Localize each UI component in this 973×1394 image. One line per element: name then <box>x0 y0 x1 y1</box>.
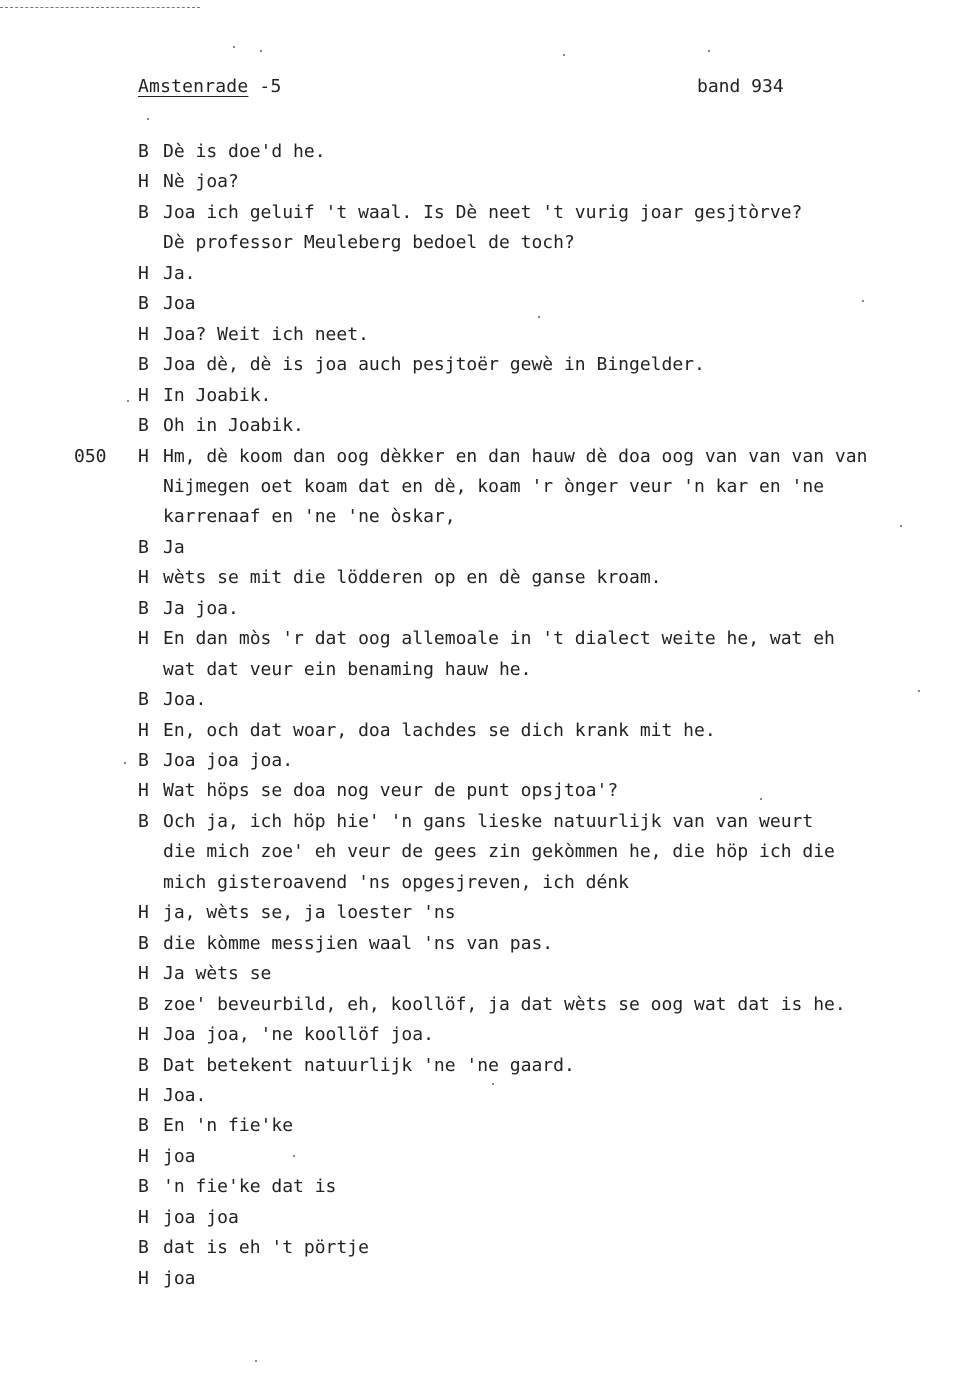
scan-speck <box>124 762 126 764</box>
utterance-text: Ja joa. <box>163 598 239 619</box>
utterance-text: En, och dat woar, doa lachdes se dich krank mit he. <box>163 720 716 741</box>
speaker-label: H <box>138 446 149 467</box>
speaker-label: B <box>138 293 149 314</box>
speaker-label: H <box>138 1207 149 1228</box>
utterance-text: Oh in Joabik. <box>163 415 304 436</box>
speaker-label: B <box>138 811 149 832</box>
speaker-label: B <box>138 141 149 162</box>
utterance-text: joa <box>163 1146 196 1167</box>
scan-speck <box>708 50 710 52</box>
utterance-text: En dan mòs 'r dat oog allemoale in 't dialect weite he, wat eh <box>163 628 835 649</box>
utterance-text: Dat betekent natuurlijk 'ne 'ne gaard. <box>163 1055 575 1076</box>
scan-speck <box>492 1083 494 1085</box>
speaker-label: B <box>138 598 149 619</box>
scan-speck <box>127 400 129 402</box>
utterance-text: die mich zoe' eh veur de gees zin gekòmmen he, die höp ich die <box>163 841 835 862</box>
speaker-label: H <box>138 720 149 741</box>
utterance-text: joa joa <box>163 1207 239 1228</box>
scan-speck <box>918 690 920 692</box>
line-number: 050 <box>74 446 107 467</box>
speaker-label: B <box>138 1055 149 1076</box>
speaker-label: B <box>138 1176 149 1197</box>
speaker-label: H <box>138 1024 149 1045</box>
utterance-text: wèts se mit die lödderen op en dè ganse kroam. <box>163 567 662 588</box>
band-number: band 934 <box>697 76 784 97</box>
utterance-text: Nè joa? <box>163 171 239 192</box>
speaker-label: B <box>138 1115 149 1136</box>
top-edge-rule <box>0 7 200 8</box>
utterance-text: Joa <box>163 293 196 314</box>
speaker-label: H <box>138 171 149 192</box>
utterance-text: Wat höps se doa nog veur de punt opsjtoa'? <box>163 780 619 801</box>
utterance-text: mich gisteroavend 'ns opgesjreven, ich dénk <box>163 872 629 893</box>
scan-speck <box>760 798 762 800</box>
utterance-text: Ja <box>163 537 185 558</box>
speaker-label: B <box>138 537 149 558</box>
utterance-text: Ja. <box>163 263 196 284</box>
speaker-label: H <box>138 567 149 588</box>
speaker-label: H <box>138 1085 149 1106</box>
scan-speck <box>563 54 565 56</box>
place-name: Amstenrade <box>138 76 249 97</box>
speaker-label: B <box>138 1237 149 1258</box>
utterance-text: Joa? Weit ich neet. <box>163 324 369 345</box>
utterance-text: joa <box>163 1268 196 1289</box>
speaker-label: H <box>138 324 149 345</box>
utterance-text: Joa dè, dè is joa auch pesjtoër gewè in Bingelder. <box>163 354 705 375</box>
utterance-text: En 'n fie'ke <box>163 1115 294 1136</box>
scan-speck <box>233 46 235 48</box>
utterance-text: Joa ich geluif 't waal. Is Dè neet 't vurig joar gesjtòrve? <box>163 202 803 223</box>
utterance-text: Joa. <box>163 1085 207 1106</box>
scan-speck <box>260 50 262 52</box>
utterance-text: 'n fie'ke dat is <box>163 1176 337 1197</box>
utterance-text: wat dat veur ein benaming hauw he. <box>163 659 532 680</box>
scan-speck <box>900 525 902 527</box>
utterance-text: zoe' beveurbild, eh, koollöf, ja dat wèts se oog wat dat is he. <box>163 994 846 1015</box>
utterance-text: Joa joa joa. <box>163 750 294 771</box>
scan-speck <box>862 300 864 302</box>
utterance-text: Ja wèts se <box>163 963 272 984</box>
page-header-title <box>138 76 282 97</box>
scan-speck <box>255 1360 257 1362</box>
speaker-label: B <box>138 415 149 436</box>
speaker-label: H <box>138 263 149 284</box>
speaker-label: H <box>138 628 149 649</box>
utterance-text: Dè is doe'd he. <box>163 141 326 162</box>
speaker-label: H <box>138 963 149 984</box>
utterance-text: Nijmegen oet koam dat en dè, koam 'r ònger veur 'n kar en 'ne <box>163 476 825 497</box>
utterance-text: karrenaaf en 'ne 'ne òskar, <box>163 506 456 527</box>
speaker-label: H <box>138 1146 149 1167</box>
speaker-label: H <box>138 385 149 406</box>
utterance-text: ja, wèts se, ja loester 'ns <box>163 902 456 923</box>
utterance-text: dat is eh 't pörtje <box>163 1237 369 1258</box>
speaker-label: B <box>138 933 149 954</box>
speaker-label: B <box>138 994 149 1015</box>
utterance-text: In Joabik. <box>163 385 272 406</box>
utterance-text: Dè professor Meuleberg bedoel de toch? <box>163 232 575 253</box>
page-number: -5 <box>248 76 282 97</box>
scan-speck <box>293 1155 295 1157</box>
speaker-label: B <box>138 202 149 223</box>
utterance-text: Joa joa, 'ne koollöf joa. <box>163 1024 434 1045</box>
speaker-label: H <box>138 902 149 923</box>
utterance-text: Hm, dè koom dan oog dèkker en dan hauw dè doa oog van van van van <box>163 446 868 467</box>
speaker-label: B <box>138 750 149 771</box>
utterance-text: Och ja, ich höp hie' 'n gans lieske natuurlijk van van weurt <box>163 811 814 832</box>
scan-speck <box>147 118 149 120</box>
utterance-text: die kòmme messjien waal 'ns van pas. <box>163 933 554 954</box>
speaker-label: H <box>138 780 149 801</box>
speaker-label: B <box>138 354 149 375</box>
speaker-label: B <box>138 689 149 710</box>
speaker-label: H <box>138 1268 149 1289</box>
utterance-text: Joa. <box>163 689 207 710</box>
scan-speck <box>538 316 540 318</box>
